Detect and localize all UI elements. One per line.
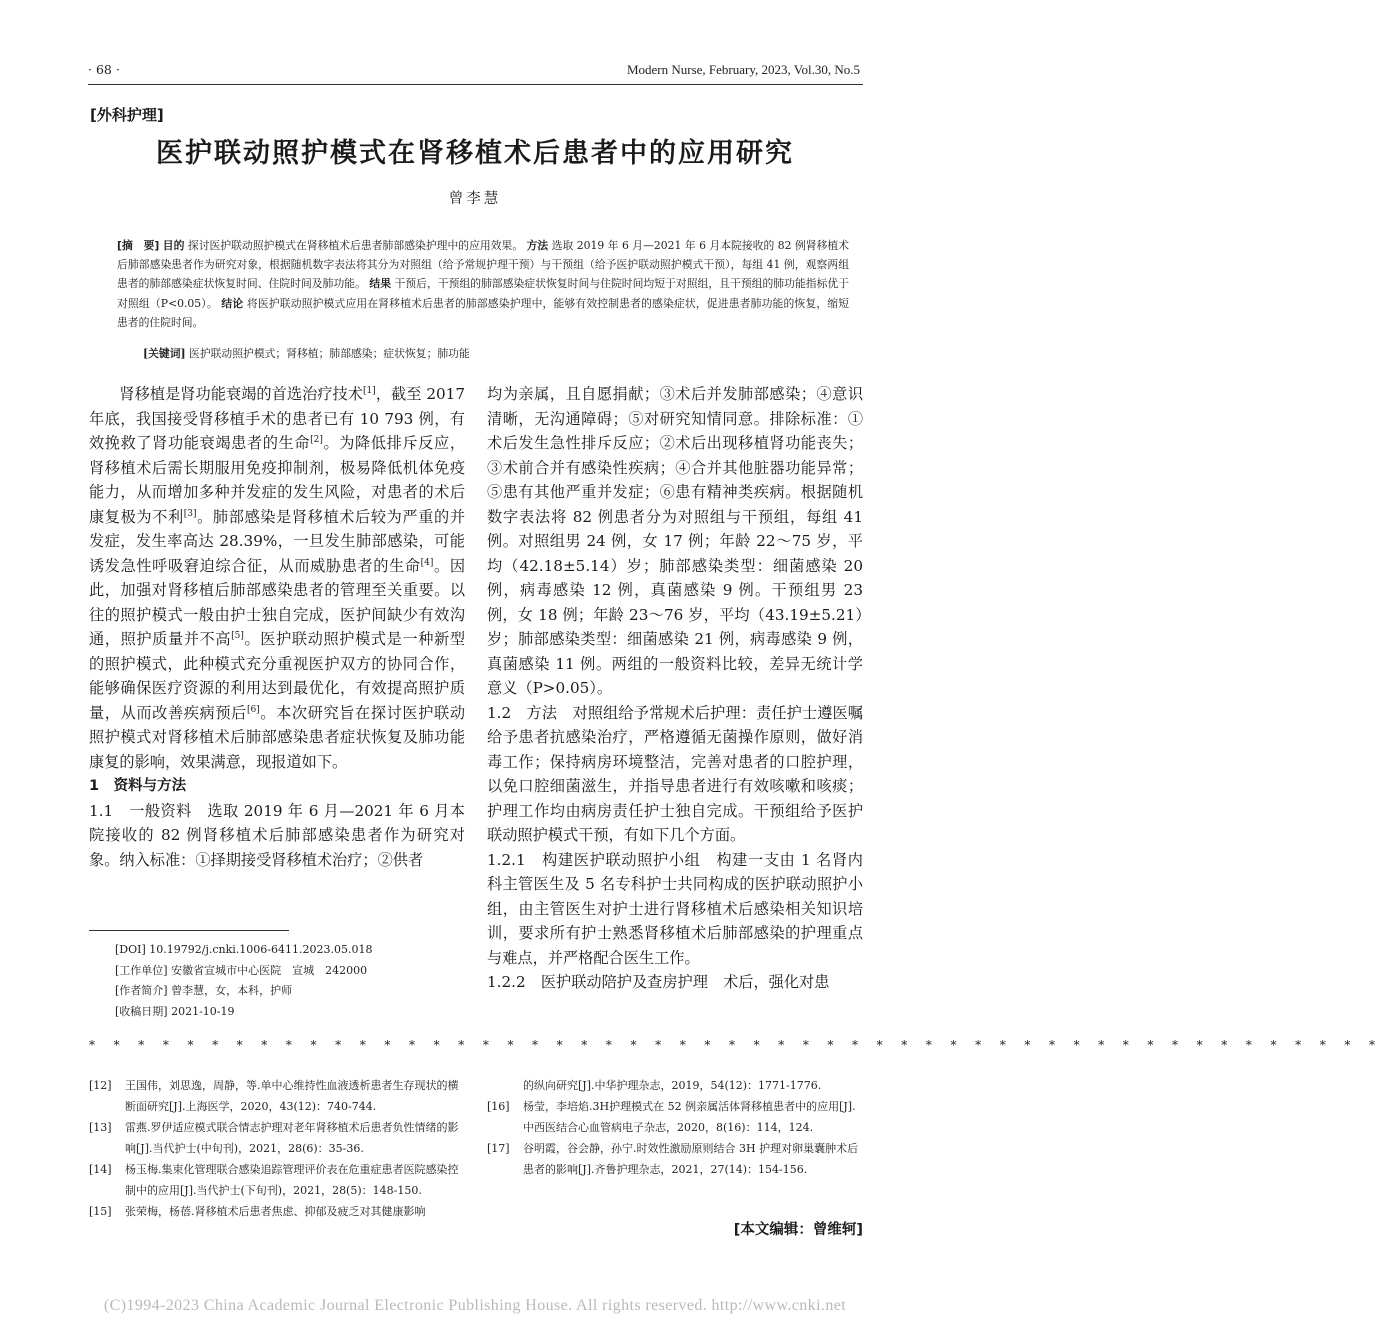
reference-item: [12] 王国伟，刘思逸，周静，等.单中心维持性血液透析患者生存现状的横断面研究[J].上海医学，2020，43(12)：740-744.	[89, 1079, 459, 1113]
footnotes	[115, 940, 455, 1022]
section-heading-1: 1 资料与方法	[89, 778, 187, 794]
reference-item: [15] 张荣梅，杨蓓.肾移植术后患者焦虑、抑郁及疲乏对其健康影响	[89, 1205, 426, 1218]
copyright-watermark: (C)1994-2023 China Academic Journal Electronic Publishing House. All rights reserved. http://www.cnki.net	[103, 1297, 847, 1314]
reference-continuation: 的纵向研究[J].中华护理杂志，2019，54(12)：1771-1776.	[523, 1079, 822, 1092]
section-separator: * * * * * * * * * * * * * * * * * * * * * * * * * * * * * * * * * * * * * * * * * * * * * * * * * * * * *	[89, 1038, 1382, 1052]
citation-5[interactable]: [5]	[231, 630, 244, 641]
footnote-rule	[89, 930, 289, 931]
keywords-text: 医护联动照护模式；肾移植；肺部感染；症状恢复；肺功能	[189, 347, 470, 360]
result-text: 干预后，干预组的肺部感染症状恢复时间与住院时间均短于对照组，且干预组的肺功能指标优于对照组（P<0.05）。	[117, 277, 850, 310]
references-right	[487, 1075, 863, 1180]
footnote-unit: [工作单位] 安徽省宣城市中心医院 宣城 242000	[115, 963, 368, 977]
section-1-2-2: 1.2.2 医护联动陪护及查房护理 术后，强化对患	[487, 973, 830, 991]
header-rule	[88, 84, 863, 85]
purpose-label: 目的	[162, 239, 185, 252]
editor-note: [本文编辑：曾维轲]	[733, 1222, 863, 1238]
footnote-author: [作者简介] 曾李慧，女，本科，护师	[115, 984, 293, 997]
journal-info: Modern Nurse, February, 2023, Vol.30, No.5	[626, 62, 860, 77]
citation-6[interactable]: [6]	[246, 704, 260, 715]
article-category: [外科护理]	[90, 106, 164, 124]
citation-2[interactable]: [2]	[310, 434, 323, 445]
method-label: 方法	[526, 239, 549, 252]
page-number: · 68 ·	[88, 62, 120, 77]
citation-4[interactable]: [4]	[420, 557, 434, 568]
article-title: 医护联动照护模式在肾移植术后患者中的应用研究	[156, 138, 794, 169]
reference-item: [16] 杨莹，李培焰.3H护理模式在 52 例亲属活体肾移植患者中的应用[J].中西医结合心血管病电子杂志，2020，8(16)：114，124.	[487, 1100, 856, 1134]
abstract	[117, 236, 849, 332]
section-1-1: 1.1 一般资料 选取 2019 年 6 月—2021 年 6 月本院接收的 82 例肾移植术后肺部感染患者作为研究对象。纳入标准：①择期接受肾移植术治疗；②供者	[89, 801, 465, 869]
section-1-2: 1.2 方法 对照组给予常规术后护理：责任护士遵医嘱给予患者抗感染治疗，严格遵循无菌操作原则，做好消毒工作；保持病房环境整洁，完善对患者的口腔护理，以免口腔细菌滋生，并指导患者进行有效咳嗽和咳痰；护理工作均由病房责任护士独自完成。干预组给予医护联动照护模式干预，有如下几个方面。	[487, 703, 863, 844]
method-text: 选取 2019 年 6 月—2021 年 6 月本院接收的 82 例肾移植术后肺部感染患者作为研究对象，根据随机数字表法将其分为对照组（给予常规护理干预）与干预组（给予医护联动照护模式干预），每组 41 例，观察两组患者的肺部感染症状恢复时间、住院时间及肺功能。	[117, 239, 850, 291]
keywords-label: [关键词]	[143, 347, 186, 360]
intro-paragraph: 肾移植是肾功能衰竭的首选治疗技术[1]，截至 2017 年底，我国接受肾移植手术的患者已有 10 793 例，有效挽救了肾功能衰竭患者的生命[2]。为降低排斥反应，肾移植术后需长期服用免疫抑制剂，极易降低机体免疫能力，从而增加多种并发症的发生风险，对患者的术后康复极为不利[3]。肺部感染是肾移植术后较为严重的并发症，发生率高达 28.39%，一旦发生肺部感染，可能诱发急性呼吸窘迫综合征，从而威胁患者的生命[4]。因此，加强对肾移植后肺部感染患者的管理至关重要。以往的照护模式一般由护士独自完成，医护间缺少有效沟通，照护质量并不高[5]。医护联动照护模式是一种新型的照护模式，此种模式充分重视医护双方的协同合作，能够确保医疗资源的利用达到最优化，有效提高照护质量，从而改善疾病预后[6]。本次研究旨在探讨医护联动照护模式对肾移植术后肺部感染患者症状恢复及肺功能康复的影响，效果满意，现报道如下。	[89, 385, 466, 771]
footnote-received: [收稿日期] 2021-10-19	[115, 1004, 235, 1018]
body-left-column	[89, 382, 465, 872]
references-left	[89, 1075, 465, 1222]
purpose-text: 探讨医护联动照护模式在肾移植术后患者肺部感染护理中的应用效果。	[187, 239, 524, 252]
keywords	[143, 345, 849, 363]
article-author: 曾李慧	[448, 191, 502, 207]
reference-item: [17] 谷明霞，谷会静，孙宁.时效性激励原则结合 3H 护理对卵巢囊肿术后患者的影响[J].齐鲁护理杂志，2021，27(14)：154-156.	[487, 1142, 859, 1176]
section-1-2-1: 1.2.1 构建医护联动照护小组 构建一支由 1 名肾内科主管医生及 5 名专科护士共同构成的医护联动照护小组，由主管医生对护士进行肾移植术后感染相关知识培训，要求所有护士熟悉肾移植术后肺部感染的护理重点与难点，并严格配合医生工作。	[487, 850, 863, 967]
conclusion-label: 结论	[221, 296, 244, 310]
inclusion-criteria-paragraph: 均为亲属，且自愿捐献；③术后并发肺部感染；④意识清晰，无沟通障碍；⑤对研究知情同意。排除标准：①术后发生急性排斥反应；②术后出现移植肾功能丧失；③术前合并有感染性疾病；④合并其他脏器功能异常；⑤患有其他严重并发症；⑥患有精神类疾病。根据随机数字表法将 82 例患者分为对照组与干预组，每组 41 例。对照组男 24 例，女 17 例；年龄 22～75 岁，平均（42.18±5.14）岁；肺部感染类型：细菌感染 20 例，病毒感染 12 例，真菌感染 9 例。干预组男 23 例，女 18 例；年龄 23～76 岁，平均（43.19±5.21）岁；肺部感染类型：细菌感染 21 例，病毒感染 9 例，真菌感染 11 例。两组的一般资料比较，差异无统计学意义（P>0.05）。	[487, 385, 863, 697]
conclusion-text: 将医护联动照护模式应用在肾移植术后患者的肺部感染护理中，能够有效控制患者的感染症状，促进患者肺功能的恢复，缩短患者的住院时间。	[117, 296, 850, 329]
reference-item: [14] 杨玉梅.集束化管理联合感染追踪管理评价表在危重症患者医院感染控制中的应用[J].当代护士(下旬刊)，2021，28(5)：148-150.	[89, 1163, 459, 1197]
abstract-label: [摘 要]	[117, 239, 160, 252]
body-right-column	[487, 382, 863, 995]
citation-3[interactable]: [3]	[183, 508, 197, 519]
result-label: 结果	[369, 277, 392, 291]
reference-item: [13] 雷燕.罗伊适应模式联合情志护理对老年肾移植术后患者负性情绪的影响[J].当代护士(中旬刊)，2021，28(6)：35-36.	[89, 1121, 459, 1155]
footnote-doi: [DOI] 10.19792/j.cnki.1006-6411.2023.05.018	[115, 943, 373, 956]
citation-1[interactable]: [1]	[363, 385, 376, 396]
